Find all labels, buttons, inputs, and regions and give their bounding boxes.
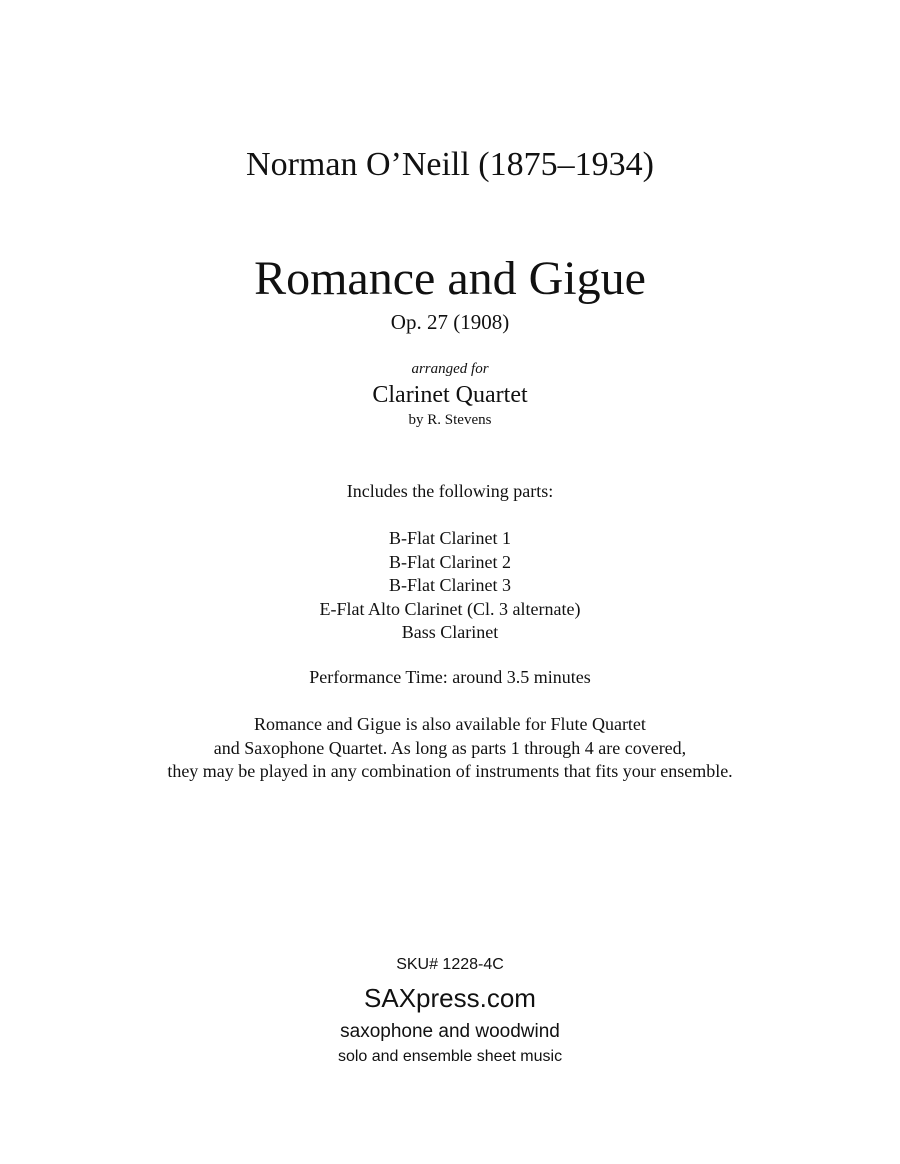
part-item: E-Flat Alto Clarinet (Cl. 3 alternate) (319, 598, 581, 619)
publisher-tagline: saxophone and woodwind (340, 1021, 560, 1042)
part-item: Bass Clarinet (401, 622, 499, 642)
part-item: B-Flat Clarinet 1 (389, 528, 511, 548)
publisher-subtagline: solo and ensemble sheet music (337, 1048, 563, 1065)
parts-intro: Includes the following parts: (346, 481, 554, 501)
arranged-for-label: arranged for (411, 361, 489, 377)
publisher-website: SAXpress.com (364, 983, 536, 1013)
performance-time: Performance Time: around 3.5 minutes (309, 667, 591, 687)
opus-number: Op. 27 (1908) (390, 310, 510, 334)
availability-line: and Saxophone Quartet. As long as parts 1 through 4 are covered, (213, 737, 687, 758)
part-item: B-Flat Clarinet 3 (389, 575, 511, 595)
piece-title: Romance and Gigue (254, 252, 646, 305)
sku-number: SKU# 1228-4C (396, 956, 504, 973)
composer-name: Norman O’Neill (1875–1934) (246, 146, 654, 183)
ensemble-name: Clarinet Quartet (372, 382, 528, 408)
parts-list (0, 527, 900, 645)
availability-note (0, 713, 900, 784)
arranger-credit: by R. Stevens (408, 412, 492, 428)
availability-line: Romance and Gigue is also available for Flute Quartet (254, 714, 646, 734)
part-item: B-Flat Clarinet 2 (389, 551, 511, 572)
availability-line: they may be played in any combination of instruments that fits your ensemble. (167, 761, 733, 781)
